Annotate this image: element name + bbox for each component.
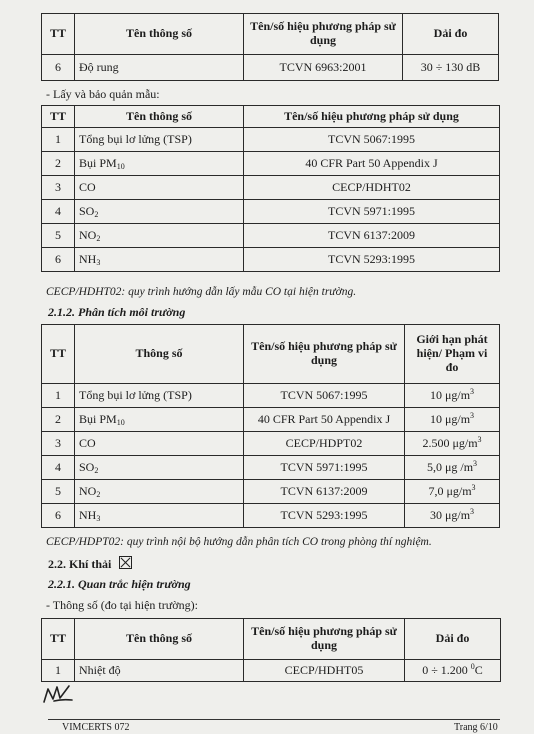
table-row	[42, 176, 500, 200]
cell-param: $NO_2$	[75, 480, 244, 504]
cell-param: Nhiệt độ	[75, 660, 244, 682]
cell-param: $NO_2$	[75, 224, 244, 248]
cell-tt: 1	[42, 128, 75, 152]
cell-method: TCVN 5067:1995	[244, 384, 405, 408]
heading-2-2	[48, 556, 132, 572]
cell-method: TCVN 6963:2001	[244, 55, 403, 81]
table-row	[42, 224, 500, 248]
table-row	[42, 55, 499, 81]
heading-2-1-2: 2.1.2. Phân tích môi trường	[48, 305, 186, 319]
cell-method: 40 CFR Part 50 Appendix J	[244, 152, 500, 176]
cell-method: TCVN 6137:2009	[244, 480, 405, 504]
cell-limit: 30 $\mu g/m^3$	[405, 504, 500, 528]
sampling-heading: - Lấy và bảo quản mẫu:	[46, 87, 160, 101]
table-row	[42, 384, 500, 408]
cell-tt: 4	[42, 456, 75, 480]
cell-tt: 6	[42, 504, 75, 528]
col-range: Dải đo	[405, 619, 501, 660]
cell-param: CO	[75, 176, 244, 200]
col-range: Dải đo	[403, 14, 499, 55]
cell-param: $NH_3$	[75, 248, 244, 272]
cell-method: CECP/HDPT02	[244, 432, 405, 456]
cell-tt: 2	[42, 152, 75, 176]
cell-method: TCVN 5971:1995	[244, 456, 405, 480]
col-method: Tên/số hiệu phương pháp sử dụng	[244, 106, 500, 128]
col-tt: TT	[42, 325, 75, 384]
cell-limit: 5,0 μg $/m^3$	[405, 456, 500, 480]
cell-range: 30 ÷ 130 dB	[403, 55, 499, 81]
cell-tt: 6	[42, 248, 75, 272]
cell-method: TCVN 5293:1995	[244, 504, 405, 528]
table-row	[42, 152, 500, 176]
table-exhaust	[41, 618, 501, 682]
col-tt: TT	[42, 14, 75, 55]
cell-param: $NH_3$	[75, 504, 244, 528]
table-noise	[41, 13, 499, 81]
params-line: - Thông số (đo tại hiện trường):	[46, 598, 198, 612]
col-method: Tên/số hiệu phương pháp sử dụng	[244, 325, 405, 384]
footer-divider	[48, 719, 500, 720]
note-sampling: CECP/HDHT02: quy trình hướng dẫn lấy mẫu CO tại hiện trường.	[46, 286, 357, 298]
table-row	[42, 248, 500, 272]
col-param: Tên thông số	[75, 619, 244, 660]
col-param: Tên thông số	[75, 106, 244, 128]
cell-param: CO	[75, 432, 244, 456]
cell-tt: 6	[42, 55, 75, 81]
col-limit: Giới hạn phát hiện/ Phạm vi đo	[405, 325, 500, 384]
cell-param: $SO_2$	[75, 456, 244, 480]
cell-range: 0 ÷ 1.200 $^0$C	[405, 660, 501, 682]
table-row	[42, 200, 500, 224]
cell-tt: 1	[42, 660, 75, 682]
cell-param: Tổng bụi lơ lửng (TSP)	[75, 384, 244, 408]
cell-method: TCVN 5293:1995	[244, 248, 500, 272]
cell-tt: 3	[42, 176, 75, 200]
cell-method: TCVN 5971:1995	[244, 200, 500, 224]
table-row	[42, 128, 500, 152]
cell-limit: 10 $\mu g/m^3$	[405, 408, 500, 432]
cell-tt: 3	[42, 432, 75, 456]
heading-2-2-1: 2.2.1. Quan trắc hiện trường	[48, 577, 191, 591]
table-sampling	[41, 105, 500, 272]
table-row	[42, 504, 500, 528]
cell-param: Độ rung	[75, 55, 244, 81]
col-method: Tên/số hiệu phương pháp sử dụng	[244, 14, 403, 55]
table-row	[42, 432, 500, 456]
cell-method: TCVN 6137:2009	[244, 224, 500, 248]
cell-method: CECP/HDHT05	[244, 660, 405, 682]
cell-tt: 1	[42, 384, 75, 408]
cell-tt: 4	[42, 200, 75, 224]
col-param: Thông số	[75, 325, 244, 384]
heading-2-2-label: 2.2. Khí thải	[48, 557, 112, 571]
col-method: Tên/số hiệu phương pháp sử dụng	[244, 619, 405, 660]
handwritten-signature	[42, 683, 76, 705]
col-tt: TT	[42, 106, 75, 128]
note-analysis: CECP/HDPT02: quy trình nội bộ hướng dẫn phân tích CO trong phòng thí nghiệm.	[46, 536, 432, 548]
cell-method: CECP/HDHT02	[244, 176, 500, 200]
cell-method: TCVN 5067:1995	[244, 128, 500, 152]
cell-param: Bụi $PM_{10}$	[75, 408, 244, 432]
cell-limit: 7,0 $\mu g/m^3$	[405, 480, 500, 504]
col-param: Tên thông số	[75, 14, 244, 55]
cell-tt: 2	[42, 408, 75, 432]
cell-method: 40 CFR Part 50 Appendix J	[244, 408, 405, 432]
cell-param: Tổng bụi lơ lửng (TSP)	[75, 128, 244, 152]
table-analysis	[41, 324, 500, 528]
table-row	[42, 456, 500, 480]
table-row	[42, 480, 500, 504]
checked-box-icon	[119, 556, 132, 569]
cell-param: $SO_2$	[75, 200, 244, 224]
table-row	[42, 660, 501, 682]
table-row	[42, 408, 500, 432]
cell-tt: 5	[42, 224, 75, 248]
col-tt: TT	[42, 619, 75, 660]
cell-tt: 5	[42, 480, 75, 504]
cell-limit: 10 $\mu g/m^3$	[405, 384, 500, 408]
cell-param: Bụi $PM_{10}$	[75, 152, 244, 176]
cell-limit: 2.500 $\mu g/m^3$	[405, 432, 500, 456]
page-number: Trang 6/10	[454, 722, 498, 733]
footer-left: VIMCERTS 072	[62, 722, 130, 733]
